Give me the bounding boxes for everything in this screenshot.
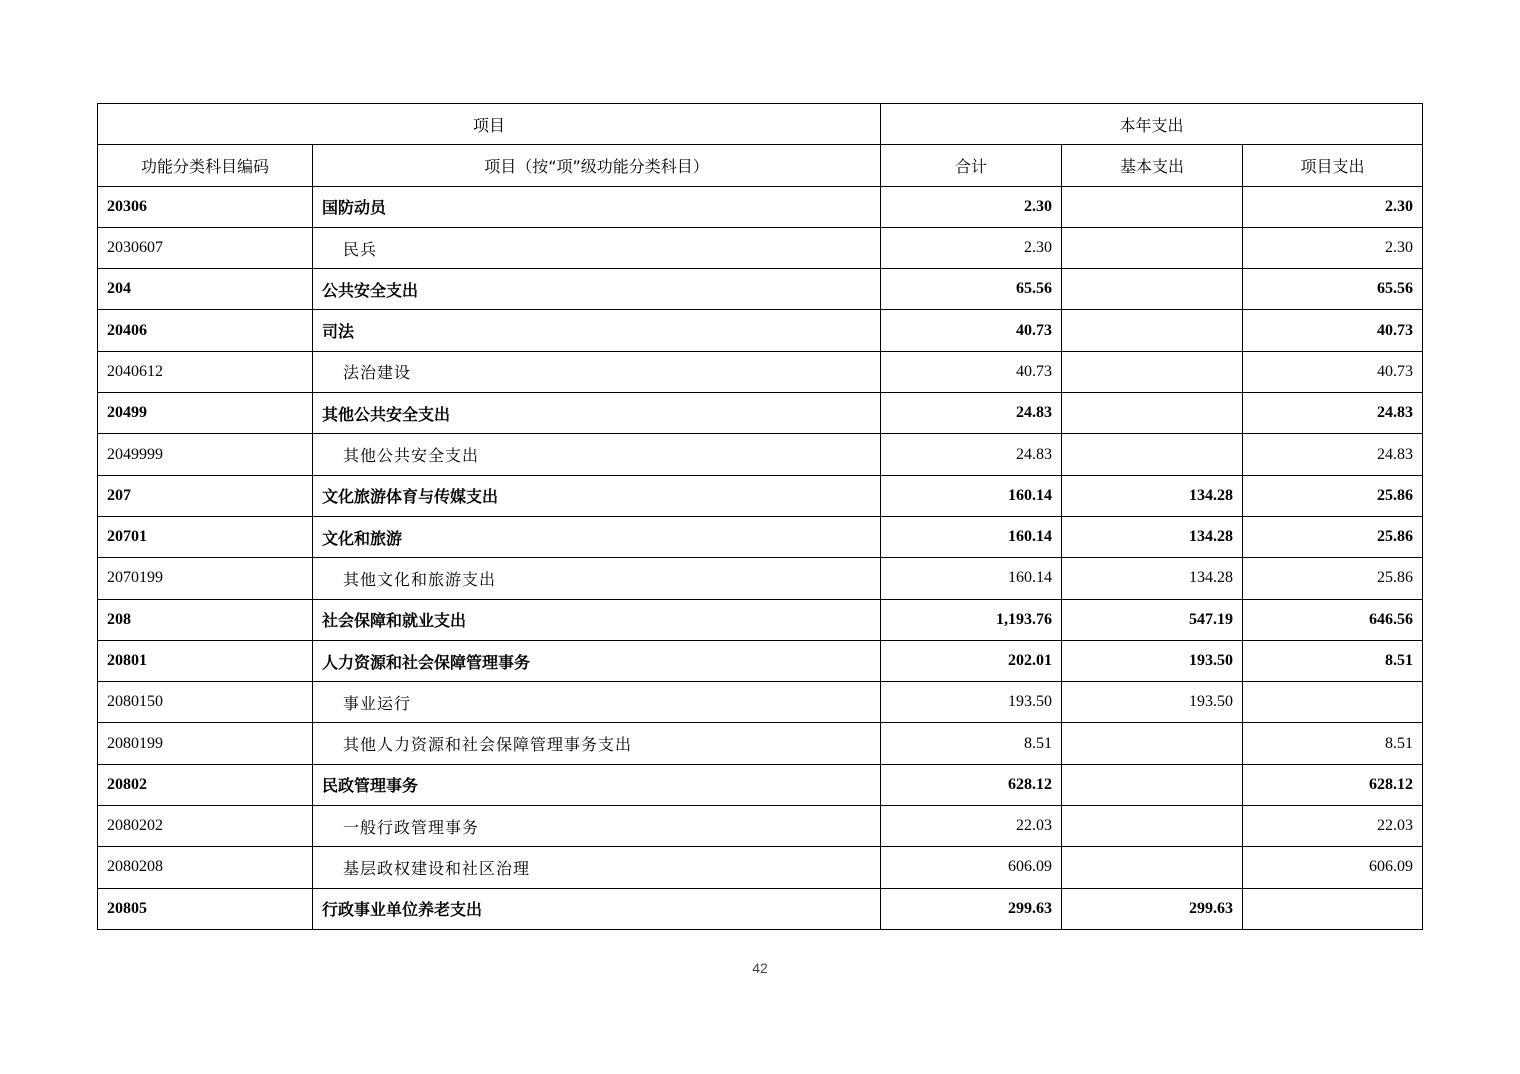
row-project: 40.73: [1243, 351, 1423, 392]
row-project: 24.83: [1243, 434, 1423, 475]
row-total: 24.83: [881, 434, 1062, 475]
row-name: 其他公共安全支出: [313, 434, 881, 475]
row-project: [1243, 888, 1423, 929]
row-total: 299.63: [881, 888, 1062, 929]
row-code: 2049999: [98, 434, 313, 475]
row-code: 2080150: [98, 682, 313, 723]
row-total: 8.51: [881, 723, 1062, 764]
row-total: 160.14: [881, 516, 1062, 557]
table-row: [98, 434, 1423, 475]
row-name: 司法: [313, 310, 881, 351]
row-total: 606.09: [881, 847, 1062, 888]
row-name: 文化和旅游: [313, 516, 881, 557]
row-name: 事业运行: [313, 682, 881, 723]
row-code: 2040612: [98, 351, 313, 392]
row-name: 社会保障和就业支出: [313, 599, 881, 640]
row-project: [1243, 682, 1423, 723]
row-code: 20406: [98, 310, 313, 351]
row-total: 160.14: [881, 558, 1062, 599]
table-row: [98, 806, 1423, 847]
row-basic: [1062, 764, 1243, 805]
row-basic: 134.28: [1062, 475, 1243, 516]
row-basic: 193.50: [1062, 640, 1243, 681]
row-total: 202.01: [881, 640, 1062, 681]
row-basic: [1062, 723, 1243, 764]
row-name: 一般行政管理事务: [313, 806, 881, 847]
row-total: 65.56: [881, 269, 1062, 310]
row-code: 2080202: [98, 806, 313, 847]
row-code: 2080199: [98, 723, 313, 764]
row-code: 20499: [98, 393, 313, 434]
row-project: 24.83: [1243, 393, 1423, 434]
row-project: 25.86: [1243, 558, 1423, 599]
row-basic: 193.50: [1062, 682, 1243, 723]
row-name: 其他公共安全支出: [313, 393, 881, 434]
row-project: 2.30: [1243, 227, 1423, 268]
row-basic: 134.28: [1062, 516, 1243, 557]
row-total: 22.03: [881, 806, 1062, 847]
row-name: 人力资源和社会保障管理事务: [313, 640, 881, 681]
row-project: 25.86: [1243, 475, 1423, 516]
table-row: [98, 186, 1423, 227]
row-project: 646.56: [1243, 599, 1423, 640]
row-basic: [1062, 351, 1243, 392]
row-code: 207: [98, 475, 313, 516]
table-row: [98, 227, 1423, 268]
row-name: 公共安全支出: [313, 269, 881, 310]
row-project: 8.51: [1243, 640, 1423, 681]
table-row: [98, 723, 1423, 764]
row-code: 2030607: [98, 227, 313, 268]
table-row: [98, 393, 1423, 434]
row-name: 其他文化和旅游支出: [313, 558, 881, 599]
row-basic: [1062, 806, 1243, 847]
row-name: 其他人力资源和社会保障管理事务支出: [313, 723, 881, 764]
row-basic: [1062, 393, 1243, 434]
row-total: 1,193.76: [881, 599, 1062, 640]
table-row: [98, 516, 1423, 557]
row-total: 160.14: [881, 475, 1062, 516]
table-row: [98, 269, 1423, 310]
header-row-top: [98, 104, 1423, 145]
table-row: [98, 847, 1423, 888]
row-code: 20701: [98, 516, 313, 557]
header-item: 项目（按“项”级功能分类科目）: [313, 145, 881, 186]
row-code: 20805: [98, 888, 313, 929]
table-row: [98, 764, 1423, 805]
row-basic: [1062, 310, 1243, 351]
row-project: 25.86: [1243, 516, 1423, 557]
row-code: 20306: [98, 186, 313, 227]
row-name: 文化旅游体育与传媒支出: [313, 475, 881, 516]
row-total: 193.50: [881, 682, 1062, 723]
row-name: 基层政权建设和社区治理: [313, 847, 881, 888]
header-project-expense: 项目支出: [1243, 145, 1423, 186]
row-project: 606.09: [1243, 847, 1423, 888]
row-basic: [1062, 847, 1243, 888]
table-row: [98, 475, 1423, 516]
row-code: 2080208: [98, 847, 313, 888]
table-row: [98, 888, 1423, 929]
row-basic: 299.63: [1062, 888, 1243, 929]
row-name: 国防动员: [313, 186, 881, 227]
row-total: 40.73: [881, 310, 1062, 351]
row-name: 民政管理事务: [313, 764, 881, 805]
row-project: 40.73: [1243, 310, 1423, 351]
page-number: 42: [752, 960, 768, 976]
row-total: 24.83: [881, 393, 1062, 434]
row-total: 2.30: [881, 186, 1062, 227]
row-code: 20801: [98, 640, 313, 681]
header-row-bottom: [98, 145, 1423, 186]
row-basic: 134.28: [1062, 558, 1243, 599]
row-code: 208: [98, 599, 313, 640]
row-basic: [1062, 269, 1243, 310]
row-project: 628.12: [1243, 764, 1423, 805]
header-project: 项目: [98, 104, 881, 145]
row-total: 628.12: [881, 764, 1062, 805]
row-total: 40.73: [881, 351, 1062, 392]
row-name: 法治建设: [313, 351, 881, 392]
table-row: [98, 682, 1423, 723]
row-name: 行政事业单位养老支出: [313, 888, 881, 929]
header-code: 功能分类科目编码: [98, 145, 313, 186]
header-total: 合计: [881, 145, 1062, 186]
row-code: 204: [98, 269, 313, 310]
row-project: 22.03: [1243, 806, 1423, 847]
row-name: 民兵: [313, 227, 881, 268]
row-total: 2.30: [881, 227, 1062, 268]
row-project: 65.56: [1243, 269, 1423, 310]
table-row: [98, 640, 1423, 681]
row-project: 8.51: [1243, 723, 1423, 764]
row-basic: [1062, 227, 1243, 268]
header-basic: 基本支出: [1062, 145, 1243, 186]
row-code: 2070199: [98, 558, 313, 599]
row-project: 2.30: [1243, 186, 1423, 227]
table-row: [98, 558, 1423, 599]
table-row: [98, 599, 1423, 640]
row-code: 20802: [98, 764, 313, 805]
table-row: [98, 310, 1423, 351]
row-basic: [1062, 434, 1243, 475]
table-row: [98, 351, 1423, 392]
row-basic: [1062, 186, 1243, 227]
row-basic: 547.19: [1062, 599, 1243, 640]
header-year-expense: 本年支出: [881, 104, 1423, 145]
budget-table: [97, 103, 1423, 930]
